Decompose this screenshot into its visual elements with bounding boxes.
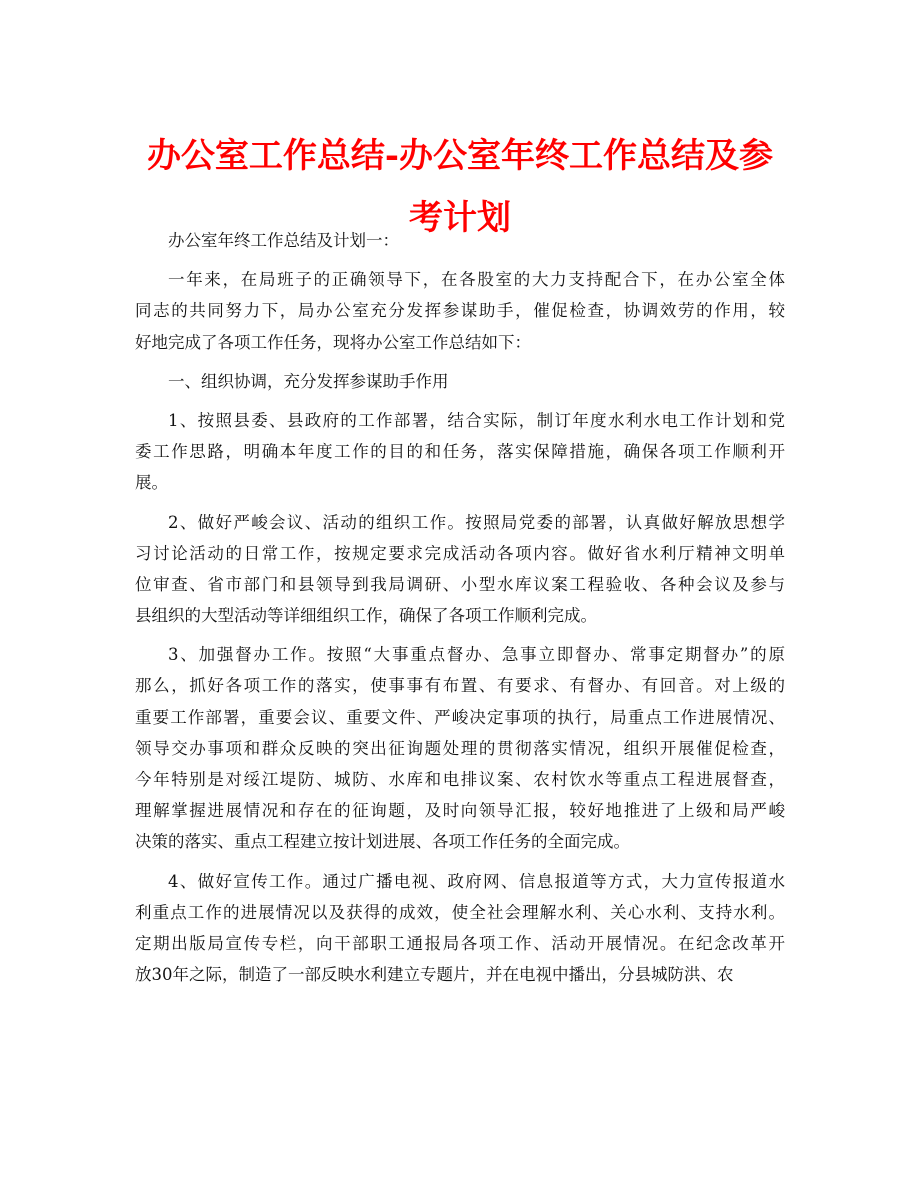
paragraph-line: 2、做好严峻会议、活动的组织工作。按照局党委的部署，认真做好解放思想学 [168,512,785,532]
paragraph [135,866,785,991]
paragraph-line: 4、做好宣传工作。通过广播电视、政府网、信息报道等方式，大力宣传报道水 [168,871,785,891]
document-body [135,225,785,990]
document-title-line-1: 办公室工作总结-办公室年终工作总结及参 [146,136,774,176]
paragraph [135,366,785,397]
paragraph-line: 习讨论活动的日常工作，按规定要求完成活动各项内容。做好省水利厅精神文明单 [135,543,785,563]
document-title-line-2: 考计划 [409,198,511,238]
paragraph-line: 县组织的大型活动等详细组织工作，确保了各项工作顺利完成。 [135,606,597,626]
paragraph-line: 定期出版局宣传专栏，向干部职工通报局各项工作、活动开展情况。在纪念改革开 [135,933,785,953]
paragraph-line: 重要工作部署，重要会议、重要文件、严峻决定事项的执行，局重点工作进展情况、 [135,707,785,727]
paragraph-line: 决策的落实、重点工程建立按计划进展、各项工作任务的全面完成。 [135,832,630,852]
paragraph [135,405,785,499]
paragraph-line: 同志的共同努力下，局办公室充分发挥参谋助手，催促检查，协调效劳的作用，较 [135,301,785,321]
paragraph [135,264,785,358]
paragraph-line: 今年特别是对绥江堤防、城防、水库和电排议案、农村饮水等重点工程进展督查， [135,770,785,789]
paragraph [135,507,785,632]
paragraph-line: 委工作思路，明确本年度工作的目的和任务，落实保障措施，确保各项工作顺利开 [135,442,785,462]
paragraph-line: 理解掌握进展情况和存在的征询题，及时向领导汇报，较好地推进了上级和局严峻 [135,801,785,821]
paragraph-line: 放30年之际，制造了一部反映水利建立专题片，并在电视中播出，分县城防洪、农 [135,965,734,985]
paragraph [135,639,785,857]
paragraph-line: 展。 [135,473,168,493]
paragraph-line: 利重点工作的进展情况以及获得的成效，使全社会理解水利、关心水利、支持水利。 [135,902,785,922]
paragraph-line: 好地完成了各项工作任务，现将办公室工作总结如下： [135,332,531,352]
paragraph [135,225,785,256]
paragraph-line: 1、按照县委、县政府的工作部署，结合实际，制订年度水利水电工作计划和党 [168,410,785,430]
paragraph-line: 一年来，在局班子的正确领导下，在各股室的大力支持配合下，在办公室全体 [168,270,785,290]
paragraph-line: 位审查、省市部门和县领导到我局调研、小型水库议案工程验收、各种会议及参与 [135,574,785,594]
paragraph-line: 办公室年终工作总结及计划一： [168,231,399,250]
paragraph-line: 领导交办事项和群众反映的突出征询题处理的贯彻落实情况，组织开展催促检查， [135,738,785,758]
paragraph-line: 3、加强督办工作。按照“大事重点督办、急事立即督办、常事定期督办”的原 [168,645,785,665]
paragraph-line: 那么，抓好各项工作的落实，使事事有布置、有要求、有督办、有回音。对上级的 [135,676,785,696]
paragraph-line: 一、组织协调，充分发挥参谋助手作用 [168,371,449,391]
